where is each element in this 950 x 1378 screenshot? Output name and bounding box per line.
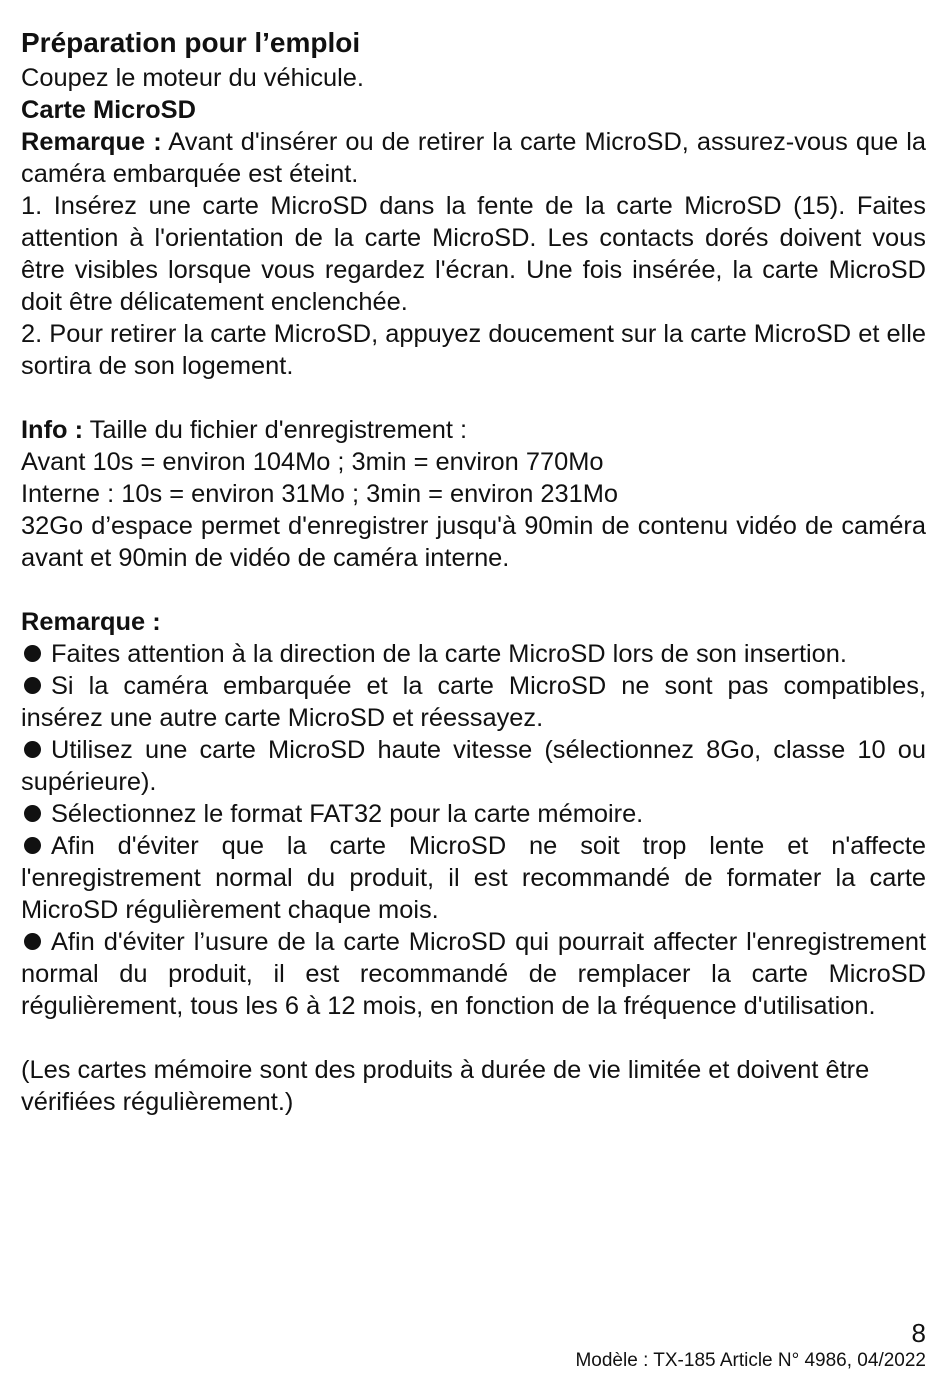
info-capacity: 32Go d’espace permet d'enregistrer jusqu'à 90min de contenu vidéo de caméra avant et 90min de vidéo de caméra interne.	[21, 512, 926, 572]
remark-paragraph	[21, 126, 926, 190]
remark-text: Avant d'insérer ou de retirer la carte MicroSD, assurez-vous que la caméra embarquée est éteint.	[21, 128, 927, 188]
bullet-icon	[24, 805, 41, 822]
bullet-item: Faites attention à la direction de la carte MicroSD lors de son insertion.	[21, 638, 926, 670]
bullet-item: Afin d'éviter que la carte MicroSD ne soit trop lente et n'affecte l'enregistrement normal du produit, il est recommandé de formater la carte MicroSD régulièrement chaque mois.	[21, 832, 926, 924]
bullet-item: Utilisez une carte MicroSD haute vitesse (sélectionnez 8Go, classe 10 ou supérieure).	[21, 736, 926, 796]
bullet-item: Si la caméra embarquée et la carte MicroSD ne sont pas compatibles, insérez une autre carte MicroSD et réessayez.	[21, 672, 926, 732]
info-front-size: Avant 10s = environ 104Mo ; 3min = environ 770Mo	[21, 448, 604, 476]
info-internal-size: Interne : 10s = environ 31Mo ; 3min = environ 231Mo	[21, 480, 619, 508]
bullet-icon	[24, 837, 41, 854]
info-text: Taille du fichier d'enregistrement :	[89, 416, 468, 444]
info-label: Info :	[21, 416, 84, 444]
page-title: Préparation pour l’emploi	[21, 27, 361, 58]
bullet-icon	[24, 741, 41, 758]
section-heading: Carte MicroSD	[21, 96, 196, 124]
bullet-item: Sélectionnez le format FAT32 pour la carte mémoire.	[21, 798, 926, 830]
intro-text: Coupez le moteur du véhicule.	[21, 64, 364, 92]
document-page	[21, 24, 926, 1118]
remark-2-label: Remarque :	[21, 608, 161, 636]
step-1-text: 1. Insérez une carte MicroSD dans la fente de la carte MicroSD (15). Faites attention à l'orientation de la carte MicroSD. Les contacts dorés doivent vous être visibles lorsque vous regardez l'écran. Une fois insérée, la carte MicroSD doit être délicatement enclenchée.	[21, 192, 926, 316]
bullet-item: Afin d'éviter l’usure de la carte MicroSD qui pourrait affecter l'enregistrement normal du produit, il est recommandé de remplacer la carte MicroSD régulièrement, tous les 6 à 12 mois, en fonction de la fréquence d'utilisation.	[21, 928, 926, 1020]
footer-model-info: Modèle : TX-185 Article N° 4986, 04/2022	[575, 1350, 926, 1371]
bullet-icon	[24, 677, 41, 694]
info-paragraph	[21, 414, 926, 446]
remark-label: Remarque :	[21, 128, 162, 156]
page-number: 8	[911, 1318, 926, 1348]
step-2-text: 2. Pour retirer la carte MicroSD, appuyez doucement sur la carte MicroSD et elle sortira de son logement.	[21, 320, 926, 380]
bullet-icon	[24, 645, 41, 662]
closing-note: (Les cartes mémoire sont des produits à durée de vie limitée et doivent être vérifiées régulièrement.)	[21, 1056, 870, 1116]
bullet-icon	[24, 933, 41, 950]
